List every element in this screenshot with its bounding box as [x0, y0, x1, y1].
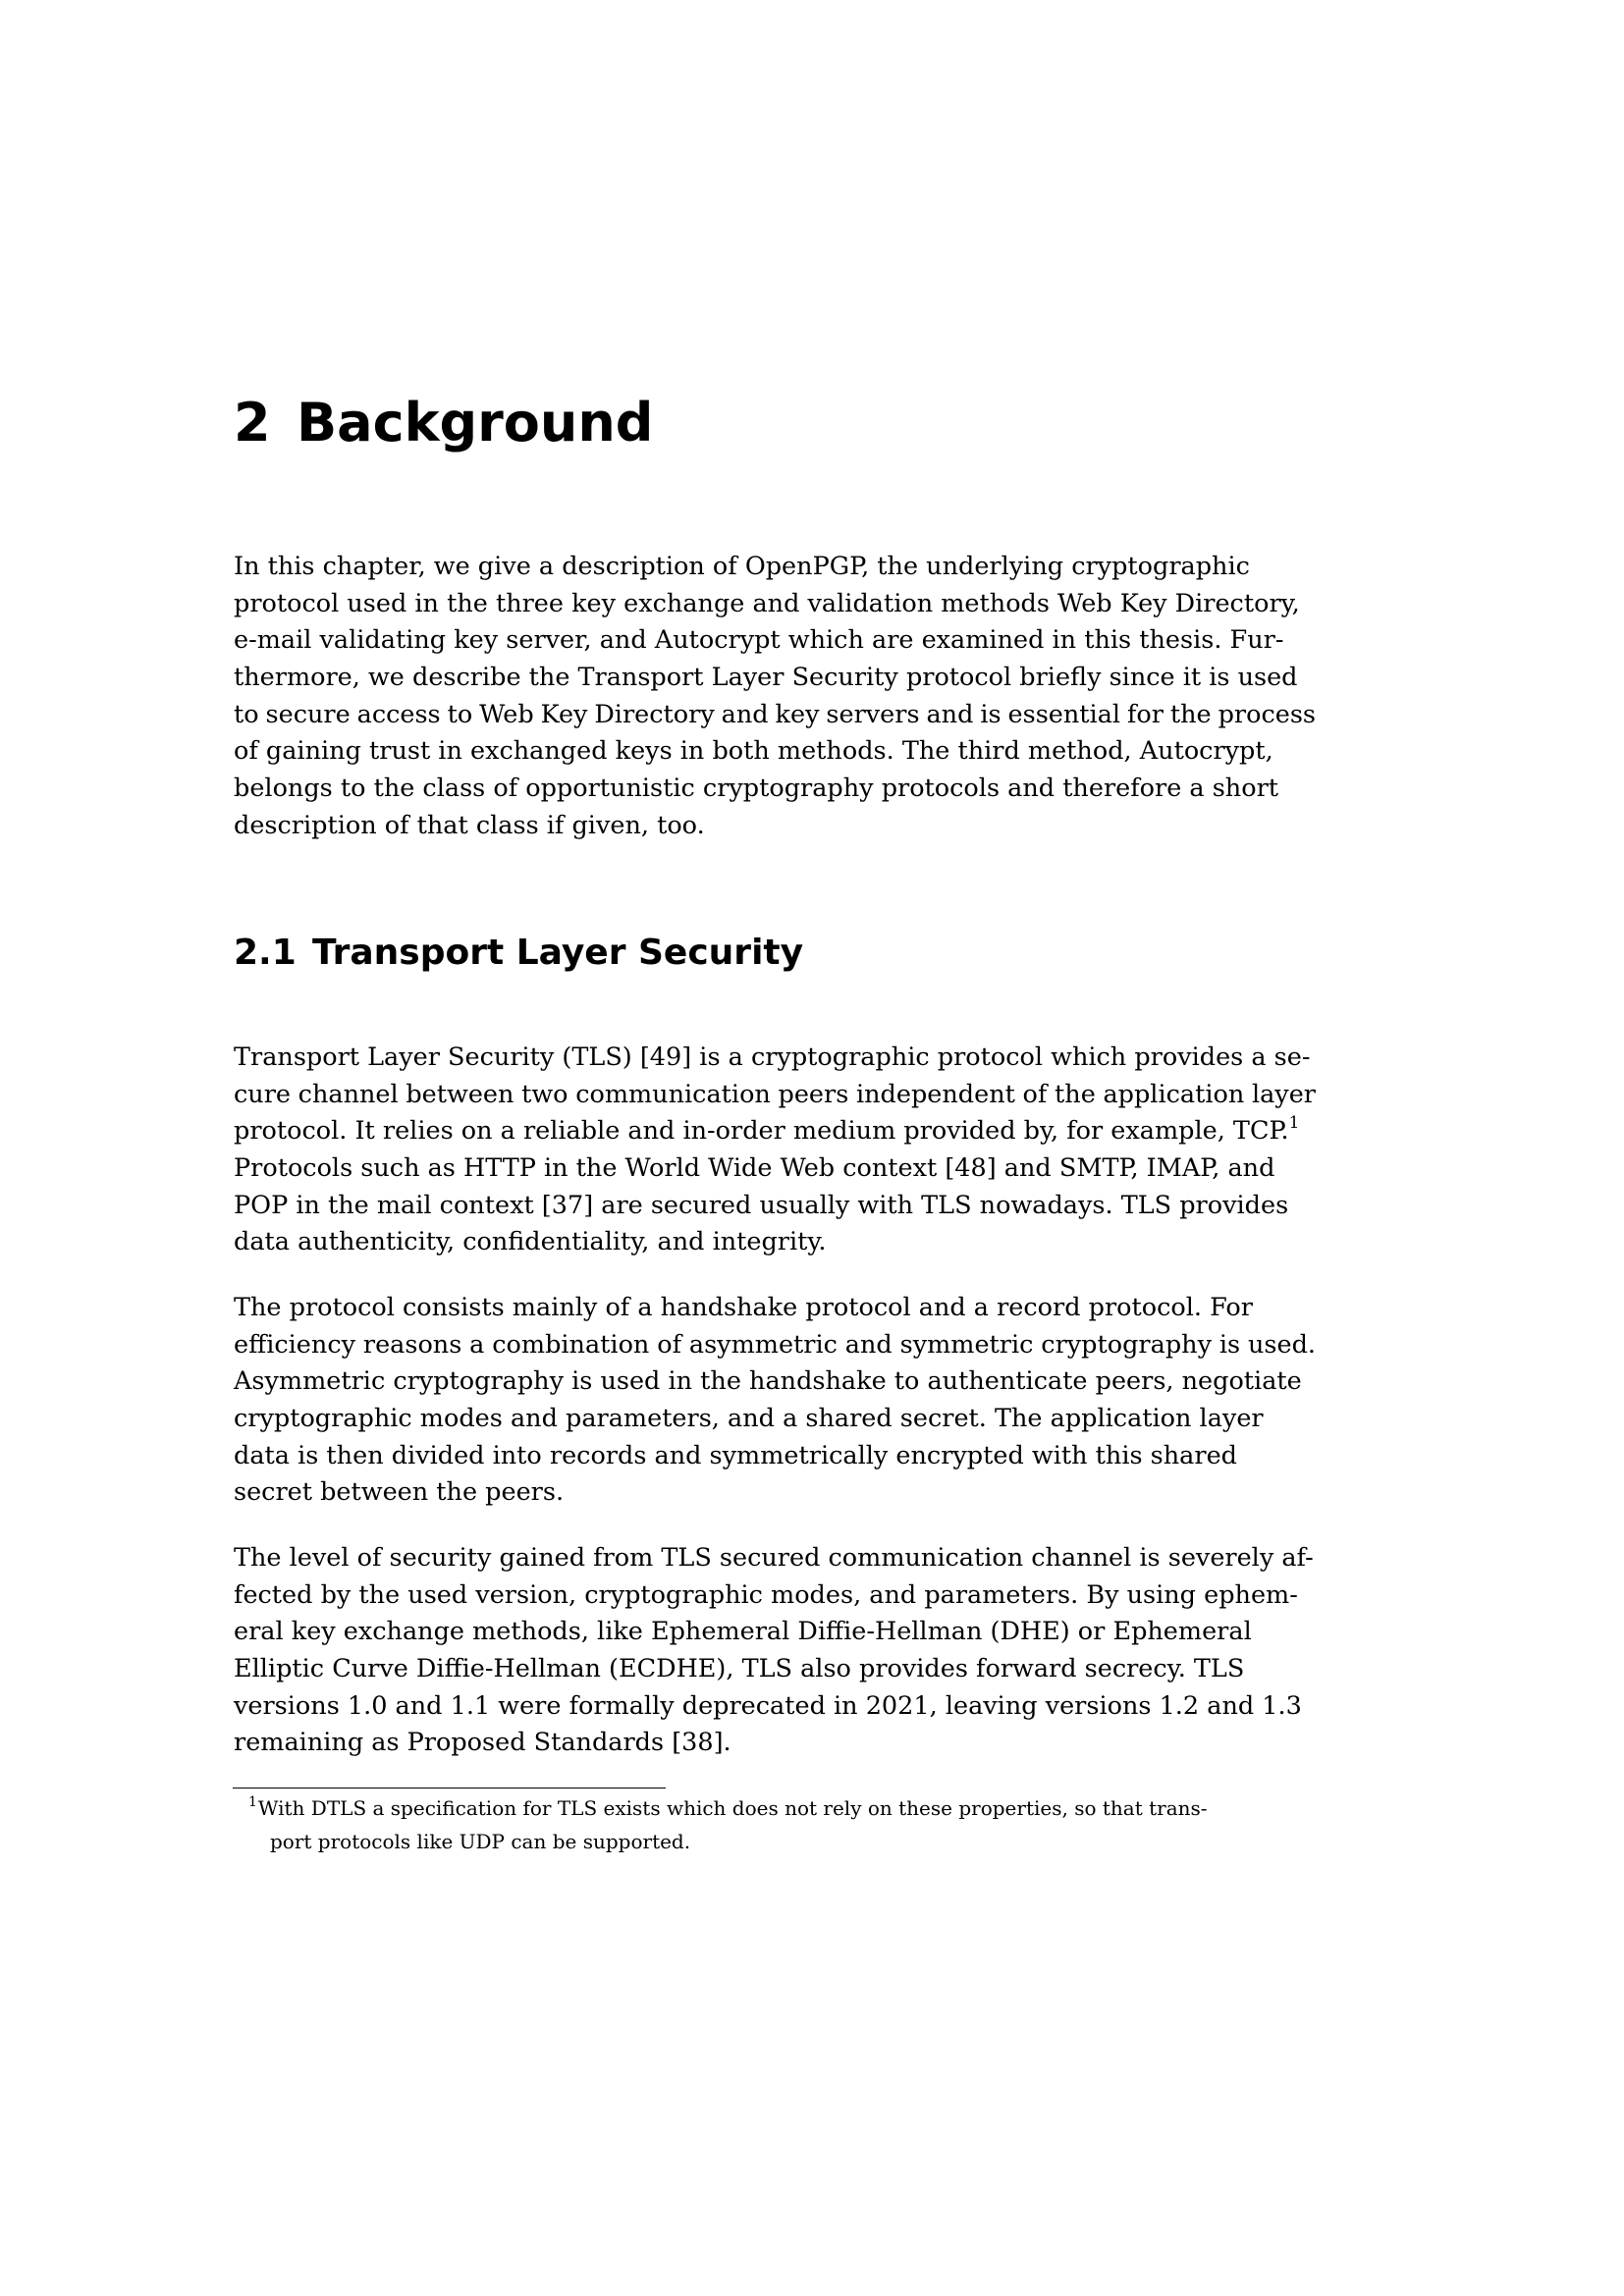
- tls-paragraph-2: [234, 1290, 1316, 1512]
- text-line: to secure access to Web Key Directory and key servers and is essential for the process: [234, 699, 1316, 729]
- text-line: efficiency reasons a combination of asymmetric and symmetric cryptography is used.: [234, 1329, 1316, 1360]
- chapter-title: Background: [297, 392, 654, 454]
- text-line: Asymmetric cryptography is used in the handshake to authenticate peers, negotiate: [234, 1366, 1302, 1397]
- intro-paragraph: [234, 549, 1316, 845]
- text-line: Elliptic Curve Diffie-Hellman (ECDHE), TLS also provides forward secrecy. TLS: [234, 1654, 1245, 1684]
- text-line: thermore, we describe the Transport Layer Security protocol briefly since it is used: [234, 663, 1298, 693]
- text-line: The level of security gained from TLS secured communication channel is severely af-: [234, 1543, 1314, 1573]
- footnote-line: [234, 1793, 1316, 1827]
- footnote-text: With DTLS a specification for TLS exists which does not rely on these properties, so that trans-: [257, 1796, 1208, 1820]
- section-title: Transport Layer Security: [312, 933, 804, 973]
- section-number: 2.1: [234, 933, 297, 973]
- text-line: remaining as Proposed Standards [38].: [234, 1728, 731, 1758]
- footnote-number: 1: [248, 1794, 257, 1810]
- footnote: [234, 1793, 1316, 1857]
- chapter-number: 2: [234, 392, 271, 454]
- tls-paragraph-1: [234, 1040, 1316, 1261]
- text-line: cure channel between two communication peers independent of the application layer: [234, 1079, 1316, 1109]
- text-line: protocol. It relies on a reliable and in-order medium provided by, for example, TCP.: [234, 1116, 1289, 1147]
- tls-paragraph-3: [234, 1540, 1316, 1762]
- text-line: versions 1.0 and 1.1 were formally deprecated in 2021, leaving versions 1.2 and 1.3: [234, 1690, 1302, 1721]
- text-line: of gaining trust in exchanged keys in both methods. The third method, Autocrypt,: [234, 736, 1273, 767]
- text-line: description of that class if given, too.: [234, 810, 705, 840]
- section-heading: [234, 931, 803, 976]
- footnote-rule: [233, 1788, 666, 1789]
- text-line: secret between the peers.: [234, 1477, 565, 1508]
- text-line: eral key exchange methods, like Ephemeral Diffie-Hellman (DHE) or Ephemeral: [234, 1617, 1252, 1647]
- footnote-line: port protocols like UDP can be supported.: [270, 1830, 691, 1853]
- text-line: e-mail validating key server, and Autocrypt which are examined in this thesis. Fur-: [234, 625, 1284, 656]
- text-line: fected by the used version, cryptographic modes, and parameters. By using ephem-: [234, 1579, 1298, 1610]
- text-line: POP in the mail context [37] are secured usually with TLS nowadays. TLS provides: [234, 1190, 1289, 1220]
- text-line: protocol used in the three key exchange and validation methods Web Key Directory,: [234, 588, 1300, 618]
- text-line-with-footnote: [234, 1113, 1316, 1150]
- text-line: Transport Layer Security (TLS) [49] is a cryptographic protocol which provides a se-: [234, 1042, 1311, 1072]
- text-line: cryptographic modes and parameters, and a shared secret. The application layer: [234, 1404, 1264, 1434]
- footnote-reference[interactable]: 1: [1288, 1113, 1300, 1134]
- text-line: data authenticity, confidentiality, and integrity.: [234, 1227, 827, 1257]
- text-line: The protocol consists mainly of a handshake protocol and a record protocol. For: [234, 1293, 1253, 1322]
- text-line: belongs to the class of opportunistic cryptography protocols and therefore a short: [234, 774, 1279, 804]
- text-line: Protocols such as HTTP in the World Wide Web context [48] and SMTP, IMAP, and: [234, 1153, 1275, 1184]
- text-line: In this chapter, we give a description of OpenPGP, the underlying cryptographic: [234, 552, 1250, 581]
- text-line: data is then divided into records and symmetrically encrypted with this shared: [234, 1440, 1237, 1470]
- chapter-heading: [234, 389, 653, 457]
